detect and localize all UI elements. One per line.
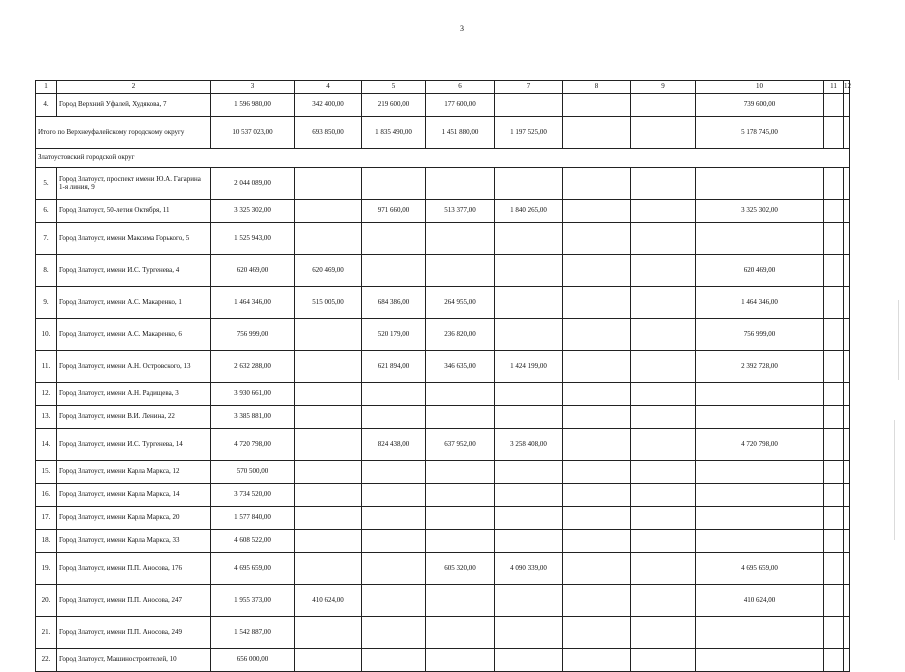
value-cell: [631, 94, 696, 117]
column-header: 10: [696, 81, 824, 94]
value-cell: [563, 507, 631, 530]
value-cell: [563, 117, 631, 149]
value-cell: [696, 461, 824, 484]
value-cell: [844, 585, 850, 617]
total-row: [36, 117, 850, 149]
value-cell: 971 660,00: [362, 200, 426, 223]
row-number: 18.: [36, 530, 57, 553]
value-cell: 4 695 659,00: [696, 553, 824, 585]
value-cell: [844, 223, 850, 255]
address-cell: Город Златоуст, имени П.П. Аносова, 176: [57, 553, 211, 585]
funding-table: [35, 80, 850, 672]
table-row: [36, 617, 850, 649]
table-row: [36, 585, 850, 617]
value-cell: [295, 351, 362, 383]
value-cell: 410 624,00: [696, 585, 824, 617]
value-cell: 3 930 661,00: [211, 383, 295, 406]
value-cell: [362, 406, 426, 429]
value-cell: 621 894,00: [362, 351, 426, 383]
value-cell: 756 999,00: [211, 319, 295, 351]
value-cell: [495, 617, 563, 649]
scan-noise: [898, 300, 899, 380]
value-cell: [295, 617, 362, 649]
table-body: [36, 81, 850, 672]
column-header: 7: [495, 81, 563, 94]
value-cell: [824, 617, 844, 649]
value-cell: 3 385 881,00: [211, 406, 295, 429]
value-cell: [362, 649, 426, 672]
header-row: [36, 81, 850, 94]
value-cell: [362, 383, 426, 406]
value-cell: [824, 507, 844, 530]
value-cell: 1 464 346,00: [211, 287, 295, 319]
address-cell: Город Златоуст, имени Карла Маркса, 33: [57, 530, 211, 553]
value-cell: [426, 461, 495, 484]
table-row: [36, 507, 850, 530]
value-cell: 3 325 302,00: [211, 200, 295, 223]
value-cell: 1 464 346,00: [696, 287, 824, 319]
value-cell: 656 000,00: [211, 649, 295, 672]
value-cell: 264 955,00: [426, 287, 495, 319]
row-number: 19.: [36, 553, 57, 585]
table-row: [36, 383, 850, 406]
value-cell: 177 600,00: [426, 94, 495, 117]
value-cell: 637 952,00: [426, 429, 495, 461]
row-number: 4.: [36, 94, 57, 117]
value-cell: [824, 406, 844, 429]
table-row: [36, 429, 850, 461]
value-cell: 4 695 659,00: [211, 553, 295, 585]
value-cell: [563, 553, 631, 585]
value-cell: [824, 461, 844, 484]
total-label: Итого по Верхнеуфалейскому городскому округу: [36, 117, 211, 149]
row-number: 17.: [36, 507, 57, 530]
value-cell: [824, 319, 844, 351]
table-row: [36, 351, 850, 383]
value-cell: [844, 351, 850, 383]
value-cell: [844, 117, 850, 149]
value-cell: [696, 383, 824, 406]
value-cell: 1 197 525,00: [495, 117, 563, 149]
value-cell: 515 005,00: [295, 287, 362, 319]
table-row: [36, 94, 850, 117]
value-cell: 2 392 728,00: [696, 351, 824, 383]
value-cell: [696, 168, 824, 200]
value-cell: [631, 553, 696, 585]
value-cell: [824, 530, 844, 553]
column-header: 8: [563, 81, 631, 94]
column-header: 12: [844, 81, 850, 94]
value-cell: [824, 287, 844, 319]
value-cell: [696, 649, 824, 672]
value-cell: [844, 168, 850, 200]
value-cell: [824, 585, 844, 617]
table-row: [36, 319, 850, 351]
value-cell: [844, 319, 850, 351]
row-number: 13.: [36, 406, 57, 429]
value-cell: [631, 223, 696, 255]
value-cell: 620 469,00: [696, 255, 824, 287]
value-cell: [563, 200, 631, 223]
value-cell: [563, 530, 631, 553]
value-cell: [631, 461, 696, 484]
value-cell: [495, 530, 563, 553]
value-cell: 620 469,00: [295, 255, 362, 287]
value-cell: 4 720 798,00: [211, 429, 295, 461]
value-cell: [495, 406, 563, 429]
value-cell: 4 720 798,00: [696, 429, 824, 461]
value-cell: [696, 530, 824, 553]
address-cell: Город Златоуст, имени И.С. Тургенева, 14: [57, 429, 211, 461]
row-number: 9.: [36, 287, 57, 319]
address-cell: Город Златоуст, имени Максима Горького, 5: [57, 223, 211, 255]
value-cell: 10 537 023,00: [211, 117, 295, 149]
column-header: 1: [36, 81, 57, 94]
value-cell: [362, 530, 426, 553]
value-cell: [844, 94, 850, 117]
address-cell: Город Златоуст, имени И.С. Тургенева, 4: [57, 255, 211, 287]
table-row: [36, 484, 850, 507]
value-cell: [631, 507, 696, 530]
column-header: 9: [631, 81, 696, 94]
value-cell: 570 500,00: [211, 461, 295, 484]
value-cell: [563, 168, 631, 200]
value-cell: 739 600,00: [696, 94, 824, 117]
value-cell: [295, 406, 362, 429]
value-cell: [563, 429, 631, 461]
value-cell: [824, 383, 844, 406]
column-header: 4: [295, 81, 362, 94]
value-cell: [295, 484, 362, 507]
value-cell: 824 438,00: [362, 429, 426, 461]
value-cell: [563, 484, 631, 507]
value-cell: [844, 429, 850, 461]
address-cell: Город Златоуст, проспект имени Ю.А. Гагарина 1-я линия, 9: [57, 168, 211, 200]
row-number: 21.: [36, 617, 57, 649]
value-cell: [495, 287, 563, 319]
row-number: 11.: [36, 351, 57, 383]
value-cell: [631, 649, 696, 672]
row-number: 6.: [36, 200, 57, 223]
value-cell: [631, 351, 696, 383]
value-cell: [495, 507, 563, 530]
row-number: 7.: [36, 223, 57, 255]
table-row: [36, 168, 850, 200]
row-number: 20.: [36, 585, 57, 617]
address-cell: Город Златоуст, имени В.И. Ленина, 22: [57, 406, 211, 429]
table-row: [36, 255, 850, 287]
value-cell: [696, 223, 824, 255]
value-cell: [362, 507, 426, 530]
scan-noise: [894, 420, 895, 540]
row-number: 14.: [36, 429, 57, 461]
value-cell: 605 320,00: [426, 553, 495, 585]
value-cell: 513 377,00: [426, 200, 495, 223]
address-cell: Город Златоуст, имени Карла Маркса, 20: [57, 507, 211, 530]
value-cell: [426, 223, 495, 255]
value-cell: 620 469,00: [211, 255, 295, 287]
value-cell: [295, 319, 362, 351]
value-cell: 4 090 339,00: [495, 553, 563, 585]
value-cell: [824, 429, 844, 461]
value-cell: [844, 287, 850, 319]
value-cell: [563, 461, 631, 484]
value-cell: [844, 530, 850, 553]
value-cell: [495, 94, 563, 117]
table-row: [36, 553, 850, 585]
value-cell: [426, 383, 495, 406]
value-cell: 1 835 490,00: [362, 117, 426, 149]
value-cell: [295, 429, 362, 461]
table-row: [36, 406, 850, 429]
row-number: 12.: [36, 383, 57, 406]
value-cell: [295, 383, 362, 406]
value-cell: [495, 383, 563, 406]
value-cell: [824, 649, 844, 672]
column-header: 6: [426, 81, 495, 94]
value-cell: [844, 484, 850, 507]
value-cell: [824, 117, 844, 149]
value-cell: [426, 649, 495, 672]
value-cell: [495, 484, 563, 507]
value-cell: [824, 351, 844, 383]
address-cell: Город Златоуст, имени А.Н. Радищева, 3: [57, 383, 211, 406]
value-cell: [495, 585, 563, 617]
table-row: [36, 530, 850, 553]
value-cell: [631, 585, 696, 617]
value-cell: [362, 255, 426, 287]
address-cell: Город Златоуст, имени П.П. Аносова, 247: [57, 585, 211, 617]
value-cell: [563, 287, 631, 319]
column-header: 2: [57, 81, 211, 94]
value-cell: [824, 223, 844, 255]
value-cell: [844, 406, 850, 429]
value-cell: 684 386,00: [362, 287, 426, 319]
value-cell: 2 632 288,00: [211, 351, 295, 383]
value-cell: [631, 429, 696, 461]
value-cell: [495, 223, 563, 255]
value-cell: 1 424 199,00: [495, 351, 563, 383]
value-cell: [631, 406, 696, 429]
column-header: 3: [211, 81, 295, 94]
value-cell: [563, 585, 631, 617]
value-cell: [563, 255, 631, 287]
value-cell: 1 525 943,00: [211, 223, 295, 255]
address-cell: Город Златоуст, имени А.С. Макаренко, 1: [57, 287, 211, 319]
value-cell: 4 608 522,00: [211, 530, 295, 553]
value-cell: [844, 649, 850, 672]
value-cell: [563, 351, 631, 383]
row-number: 16.: [36, 484, 57, 507]
value-cell: [295, 507, 362, 530]
table-row: [36, 223, 850, 255]
value-cell: [295, 461, 362, 484]
value-cell: 2 044 089,00: [211, 168, 295, 200]
table-row: [36, 649, 850, 672]
value-cell: [631, 168, 696, 200]
value-cell: [631, 383, 696, 406]
value-cell: [631, 200, 696, 223]
value-cell: [631, 117, 696, 149]
row-number: 15.: [36, 461, 57, 484]
value-cell: 1 955 373,00: [211, 585, 295, 617]
value-cell: [426, 484, 495, 507]
value-cell: [295, 223, 362, 255]
value-cell: 756 999,00: [696, 319, 824, 351]
value-cell: [844, 617, 850, 649]
section-title: Златоустовский городской округ: [36, 149, 850, 168]
value-cell: [824, 94, 844, 117]
value-cell: [824, 484, 844, 507]
value-cell: 693 850,00: [295, 117, 362, 149]
value-cell: [563, 319, 631, 351]
value-cell: [631, 484, 696, 507]
address-cell: Город Златоуст, имени А.Н. Островского, 13: [57, 351, 211, 383]
value-cell: [824, 553, 844, 585]
value-cell: 3 258 408,00: [495, 429, 563, 461]
value-cell: [426, 617, 495, 649]
value-cell: [295, 200, 362, 223]
value-cell: [426, 530, 495, 553]
value-cell: 3 325 302,00: [696, 200, 824, 223]
value-cell: [563, 406, 631, 429]
value-cell: [362, 223, 426, 255]
value-cell: [824, 200, 844, 223]
value-cell: [362, 461, 426, 484]
row-number: 8.: [36, 255, 57, 287]
value-cell: [696, 507, 824, 530]
value-cell: [563, 223, 631, 255]
table-row: [36, 200, 850, 223]
value-cell: [631, 255, 696, 287]
value-cell: 1 451 880,00: [426, 117, 495, 149]
value-cell: [362, 168, 426, 200]
address-cell: Город Златоуст, имени Карла Маркса, 14: [57, 484, 211, 507]
value-cell: 1 577 840,00: [211, 507, 295, 530]
address-cell: Город Златоуст, 50-летия Октября, 11: [57, 200, 211, 223]
value-cell: [426, 585, 495, 617]
value-cell: [295, 530, 362, 553]
value-cell: [696, 406, 824, 429]
value-cell: 410 624,00: [295, 585, 362, 617]
address-cell: Город Златоуст, Машиностроителей, 10: [57, 649, 211, 672]
value-cell: [495, 319, 563, 351]
value-cell: [563, 649, 631, 672]
value-cell: 346 635,00: [426, 351, 495, 383]
value-cell: 1 596 980,00: [211, 94, 295, 117]
value-cell: [295, 168, 362, 200]
value-cell: [824, 168, 844, 200]
value-cell: [696, 484, 824, 507]
value-cell: [563, 617, 631, 649]
value-cell: [426, 168, 495, 200]
value-cell: [563, 383, 631, 406]
value-cell: [631, 319, 696, 351]
address-cell: Город Златоуст, имени Карла Маркса, 12: [57, 461, 211, 484]
column-header: 5: [362, 81, 426, 94]
table-row: [36, 287, 850, 319]
value-cell: 1 840 265,00: [495, 200, 563, 223]
value-cell: [844, 553, 850, 585]
value-cell: [426, 406, 495, 429]
value-cell: [295, 649, 362, 672]
value-cell: [696, 617, 824, 649]
value-cell: [563, 94, 631, 117]
value-cell: 520 179,00: [362, 319, 426, 351]
value-cell: [362, 484, 426, 507]
value-cell: [426, 507, 495, 530]
value-cell: [295, 553, 362, 585]
value-cell: [495, 168, 563, 200]
value-cell: [362, 585, 426, 617]
value-cell: [495, 255, 563, 287]
value-cell: [362, 617, 426, 649]
row-number: 5.: [36, 168, 57, 200]
value-cell: [844, 383, 850, 406]
value-cell: 1 542 887,00: [211, 617, 295, 649]
column-header: 11: [824, 81, 844, 94]
value-cell: [426, 255, 495, 287]
value-cell: 5 178 745,00: [696, 117, 824, 149]
page-number: 3: [460, 24, 464, 33]
address-cell: Город Златоуст, имени П.П. Аносова, 249: [57, 617, 211, 649]
value-cell: 3 734 520,00: [211, 484, 295, 507]
value-cell: [362, 553, 426, 585]
value-cell: [495, 461, 563, 484]
value-cell: 219 600,00: [362, 94, 426, 117]
section-row: [36, 149, 850, 168]
value-cell: [631, 617, 696, 649]
value-cell: 236 820,00: [426, 319, 495, 351]
value-cell: [844, 461, 850, 484]
value-cell: [844, 507, 850, 530]
address-cell: Город Златоуст, имени А.С. Макаренко, 6: [57, 319, 211, 351]
value-cell: [631, 530, 696, 553]
table-row: [36, 461, 850, 484]
address-cell: Город Верхний Уфалей, Худякова, 7: [57, 94, 211, 117]
value-cell: 342 400,00: [295, 94, 362, 117]
row-number: 22.: [36, 649, 57, 672]
row-number: 10.: [36, 319, 57, 351]
value-cell: [824, 255, 844, 287]
value-cell: [495, 649, 563, 672]
value-cell: [844, 255, 850, 287]
value-cell: [844, 200, 850, 223]
value-cell: [631, 287, 696, 319]
